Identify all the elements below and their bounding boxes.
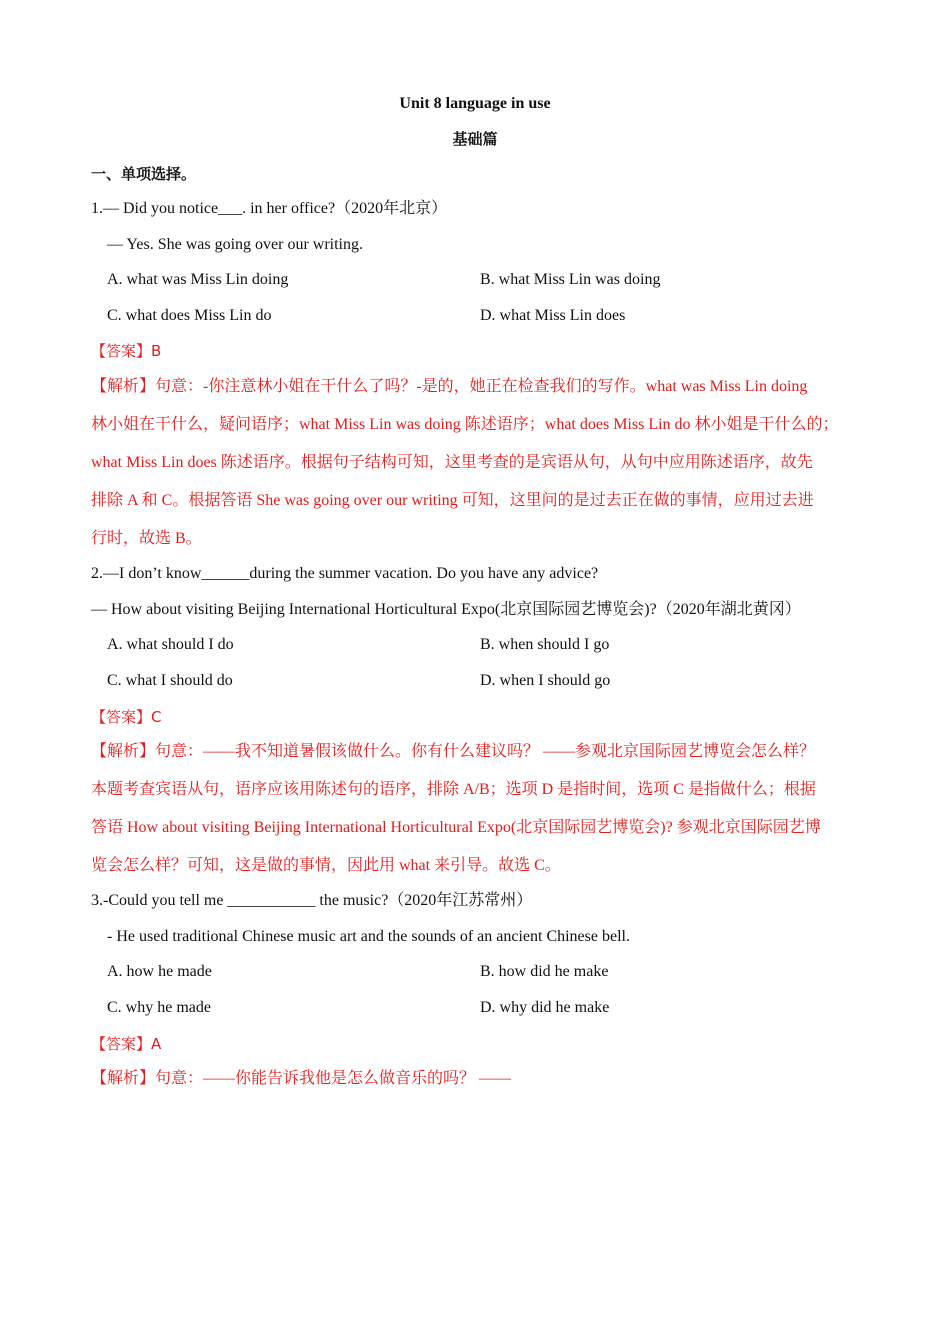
document-title: Unit 8 language in use	[399, 95, 551, 112]
question-2-explanation-line: 答语 How about visiting Beijing International Horticultural Expo(北京国际园艺博览会)? 参观北京国际园艺博	[91, 819, 821, 836]
question-1-option-c: C. what does Miss Lin do	[107, 307, 272, 324]
question-3-option-a: A. how he made	[107, 963, 212, 980]
document-subtitle: 基础篇	[452, 130, 498, 148]
question-2-explanation-line: 【解析】句意：——我不知道暑假该做什么。你有什么建议吗？ ——参观北京国际园艺博览会怎么样？	[91, 743, 816, 760]
question-2-answer: 【答案】C	[91, 708, 162, 726]
question-3-option-d: D. why did he make	[480, 999, 610, 1016]
question-1-explanation-line: 林小姐在干什么，疑问语序；what Miss Lin was doing 陈述语序；what does Miss Lin do 林小姐是干什么的；	[91, 416, 839, 433]
question-1-reply: — Yes. She was going over our writing.	[107, 236, 363, 253]
question-1-answer: 【答案】B	[91, 342, 162, 360]
question-2-option-b: B. when should I go	[480, 636, 610, 653]
section-heading: 一、单项选择。	[91, 165, 197, 183]
question-3-stem: 3.-Could you tell me ___________ the music?（2020年江苏常州）	[91, 892, 533, 909]
question-1-stem: 1.— Did you notice___. in her office?（2020年北京）	[91, 200, 448, 217]
question-2-option-d: D. when I should go	[480, 672, 611, 689]
question-3-option-c: C. why he made	[107, 999, 211, 1016]
question-1-explanation-line: 【解析】句意：-你注意林小姐在干什么了吗？-是的，她正在检查我们的写作。what was Miss Lin doing	[91, 378, 808, 395]
question-2-reply: — How about visiting Beijing International Horticultural Expo(北京国际园艺博览会)?（2020年湖北黄冈）	[91, 601, 801, 618]
question-2-option-a: A. what should I do	[107, 636, 234, 653]
question-1-explanation-line: 行时，故选 B。	[91, 530, 202, 547]
question-1-option-b: B. what Miss Lin was doing	[480, 271, 661, 288]
question-2-explanation-line: 览会怎么样？可知，这是做的事情，因此用 what 来引导。故选 C。	[91, 857, 561, 874]
question-2-stem: 2.—I don’t know______during the summer vacation. Do you have any advice?	[91, 565, 599, 582]
question-3-reply: - He used traditional Chinese music art and the sounds of an ancient Chinese bell.	[107, 928, 630, 945]
question-3-explanation-line: 【解析】句意：——你能告诉我他是怎么做音乐的吗？ ——	[91, 1070, 512, 1087]
question-3-option-b: B. how did he make	[480, 963, 609, 980]
question-1-option-d: D. what Miss Lin does	[480, 307, 626, 324]
question-2-explanation-line: 本题考查宾语从句，语序应该用陈述句的语序，排除 A/B；选项 D 是指时间，选项 C 是指做什么；根据	[91, 781, 816, 798]
question-2-option-c: C. what I should do	[107, 672, 233, 689]
question-3-answer: 【答案】A	[91, 1035, 162, 1053]
question-1-option-a: A. what was Miss Lin doing	[107, 271, 289, 288]
question-1-explanation-line: 排除 A 和 C。根据答语 She was going over our writing 可知，这里问的是过去正在做的事情，应用过去进	[91, 492, 814, 509]
question-1-explanation-line: what Miss Lin does 陈述语序。根据句子结构可知，这里考查的是宾语从句，从句中应用陈述语序，故先	[91, 454, 813, 471]
